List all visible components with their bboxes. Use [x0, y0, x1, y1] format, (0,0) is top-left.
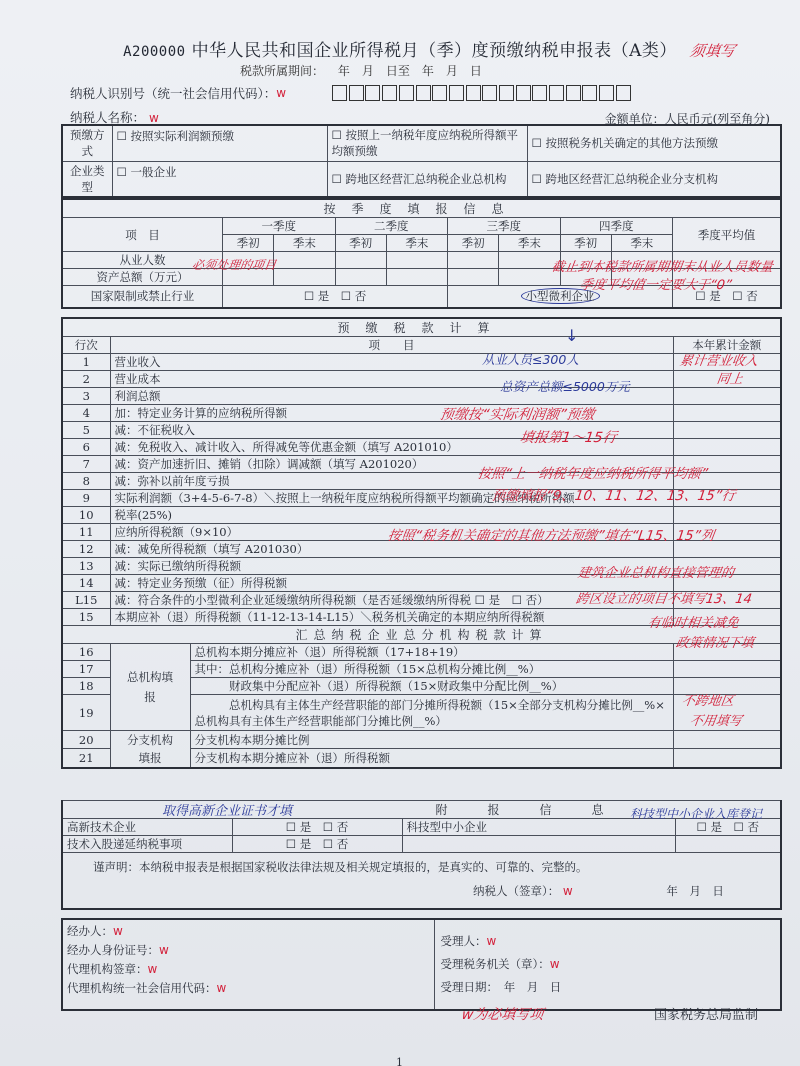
checkbox-restricted-no[interactable]: ☐ 否	[341, 289, 366, 303]
annotation-prev-year-1: 按照“上一纳税年度应纳税所得平均额”	[476, 466, 709, 482]
line-no: 8	[62, 473, 110, 490]
line-item: 税率(25%)	[110, 507, 673, 524]
checkbox-general-enterprise[interactable]: ☐ 一般企业	[117, 165, 177, 179]
annotation-actual-profit-2: 填报第1～15行	[518, 430, 618, 446]
taxpayer-name-label: 纳税人名称：	[70, 110, 146, 125]
row-employees: 从业人数	[62, 252, 223, 269]
branch-group-label: 分支机构填报	[110, 731, 190, 769]
sub-start: 季初	[448, 235, 499, 252]
line-no: 21	[62, 749, 110, 768]
annotation-small-criteria-2: 总资产总额≤5000万元	[500, 379, 630, 394]
line-item: 减：不征税收入	[110, 422, 673, 439]
handler-label: 经办人：	[67, 924, 113, 938]
section-title-consolidated: 汇总纳税企业总分机构税款计算	[62, 626, 781, 644]
period-label: 税款所属期间：	[240, 64, 325, 78]
line-item: 总机构具有主体生产经营职能的部门分摊所得税额（15×全部分支机构分摊比例__%×总机构具有主体生产经营职能部门分摊比例__%）	[190, 695, 673, 731]
line-no: 13	[62, 558, 110, 575]
line-item: 营业收入	[110, 354, 673, 371]
id-digit-box[interactable]	[516, 85, 531, 101]
line-no: 6	[62, 439, 110, 456]
table-row	[62, 371, 781, 388]
checkbox-branch[interactable]: ☐ 跨地区经营汇总纳税企业分支机构	[532, 172, 718, 186]
checkbox-equity-yes[interactable]: ☐ 是	[286, 837, 311, 851]
checkbox-hitech-no[interactable]: ☐ 否	[323, 820, 348, 834]
annotation-other-method: 按照“税务机关确定的其他方法预缴”填在“L15、15”列	[386, 528, 716, 544]
line-no: 4	[62, 405, 110, 422]
line-item: 营业成本	[110, 371, 673, 388]
table-row	[62, 439, 781, 456]
id-digit-box[interactable]	[532, 85, 547, 101]
taxpayer-id-label: 纳税人识别号（统一社会信用代码）：	[70, 86, 277, 101]
checkbox-actual-profit[interactable]: ☐ 按照实际利润额预缴	[117, 129, 234, 143]
line-no: L15	[62, 592, 110, 609]
hitech-label: 高新技术企业	[62, 819, 232, 836]
sub-start: 季初	[223, 235, 274, 252]
cell-input[interactable]	[499, 252, 560, 269]
table-row	[62, 731, 781, 749]
id-digit-box[interactable]	[449, 85, 464, 101]
line-item: 应纳所得税额（9×10）	[110, 524, 673, 541]
enterprise-type-label: 企业类型	[62, 161, 112, 197]
line-item: 利润总额	[110, 388, 673, 405]
annotation-cross-region-1: 不跨地区	[680, 694, 735, 709]
line-item: 财政集中分配应补（退）所得税额（15×财政集中分配比例__%）	[190, 678, 673, 695]
declaration-text: 谨声明：本纳税申报表是根据国家税收法律法规及相关规定填报的，是真实的、可靠的、完整的。	[93, 860, 588, 874]
line-item: 本期应补（退）所得税额（11-12-13-14-L15）＼税务机关确定的本期应纳所得税额	[110, 609, 673, 626]
line-item: 减：符合条件的小型微利企业延缓缴纳所得税额（是否延缓缴纳所得税 ☐ 是 ☐ 否）	[110, 592, 673, 609]
annotation-hitech: 取得高新企业证书才填	[162, 804, 293, 819]
sub-start: 季初	[335, 235, 386, 252]
sub-end: 季末	[499, 235, 560, 252]
small-enterprise-label: 小型微利企业	[521, 288, 600, 304]
amount-input[interactable]	[673, 439, 781, 456]
checkbox-prev-year-avg[interactable]: ☐ 按照上一纳税年度应纳税所得额平均额预缴	[332, 128, 518, 158]
required-mark[interactable]: w	[562, 884, 573, 898]
line-no: 12	[62, 541, 110, 558]
form-code: A200000	[123, 44, 186, 60]
tech-sme-label: 科技型中小企业	[402, 819, 675, 836]
checkbox-sme-no[interactable]: ☐ 否	[734, 820, 759, 834]
table-row	[62, 644, 781, 661]
handler-left	[62, 919, 434, 1010]
id-digit-box[interactable]	[416, 85, 431, 101]
tax-office-label: 受理税务机关（章）：	[440, 957, 550, 971]
sub-end: 季末	[386, 235, 447, 252]
id-digit-box[interactable]	[566, 85, 581, 101]
cell-input[interactable]	[448, 269, 499, 286]
line-item: 总机构本期分摊应补（退）所得税额（17+18+19）	[190, 644, 673, 661]
annotation-construction-2: 跨区设立的项目不填写13、14	[574, 592, 753, 607]
checkbox-other-method[interactable]: ☐ 按照税务机关确定的其他方法预缴	[532, 136, 718, 150]
annotation-employee-2: 季度平均值一定要大于“0”	[578, 278, 733, 293]
line-no: 2	[62, 371, 110, 388]
line-item: 减：实际已缴纳所得税额	[110, 558, 673, 575]
checkbox-restricted-yes[interactable]: ☐ 是	[304, 289, 329, 303]
handler-table	[61, 918, 782, 1011]
line-no: 7	[62, 456, 110, 473]
table-row	[62, 388, 781, 405]
required-mark: w	[276, 86, 287, 100]
line-no: 15	[62, 609, 110, 626]
q3-header: 三季度	[448, 218, 560, 235]
line-item: 其中：总机构分摊应补（退）所得税额（15×总机构分摊比例__%）	[190, 661, 673, 678]
receive-date-label: 受理日期： 年 月 日	[440, 980, 562, 994]
signature-label: 纳税人（签章）：	[473, 884, 560, 898]
line-no: 3	[62, 388, 110, 405]
sub-end: 季末	[611, 235, 672, 252]
amount-input[interactable]	[673, 731, 781, 749]
page-number: 1	[396, 1056, 403, 1066]
id-digit-box[interactable]	[499, 85, 514, 101]
empty-cell	[675, 836, 781, 853]
line-no: 17	[62, 661, 110, 678]
agency-code-label: 代理机构统一社会信用代码：	[67, 981, 217, 995]
cell-input[interactable]	[335, 252, 386, 269]
currency-unit: 金额单位：人民币元(列至角分)	[604, 112, 770, 126]
amount-input[interactable]	[673, 749, 781, 768]
cell-input[interactable]	[274, 252, 335, 269]
table-row	[62, 354, 781, 371]
handler-row[interactable]	[67, 922, 430, 941]
row-total-assets: 资产总额（万元）	[62, 269, 223, 286]
tax-period	[240, 62, 482, 79]
agency-seal-label: 代理机构签章：	[67, 962, 148, 976]
line-no: 9	[62, 490, 110, 507]
q2-header: 二季度	[335, 218, 447, 235]
line-item: 实际利润额（3+4-5-6-7-8）＼按照上一纳税年度应纳税所得额平均额确定的应纳税所得额	[110, 490, 673, 507]
line-item: 减：免税收入、减计收入、所得减免等优惠金额（填写 A201010）	[110, 439, 673, 456]
cell-input[interactable]	[386, 252, 447, 269]
annotation-small-criteria-1: 从业人员≤300人	[482, 352, 579, 367]
type-option-general[interactable]	[112, 161, 327, 197]
annotation-must-handle: 必须处理的项目	[191, 258, 278, 272]
receiver-row[interactable]	[441, 930, 775, 953]
amount-input[interactable]	[673, 405, 781, 422]
line-no: 16	[62, 644, 110, 661]
handler-id-label: 经办人身份证号：	[67, 943, 159, 957]
line-no: 18	[62, 678, 110, 695]
checkbox-hq[interactable]: ☐ 跨地区经营汇总纳税企业总机构	[332, 172, 507, 186]
annotation-tech-sme: 科技型中小企业入库登记	[630, 807, 763, 821]
annotation-deferral-1: 有临时相关减免	[646, 616, 740, 631]
line-item: 加：特定业务计算的应纳税所得额	[110, 405, 673, 422]
consolidated-rows	[62, 644, 781, 769]
receiver-right	[434, 919, 781, 1010]
q1-header: 一季度	[223, 218, 335, 235]
id-digit-box[interactable]	[599, 85, 614, 101]
annotation-deferral-2: 政策情况下填	[674, 636, 755, 651]
id-digit-box[interactable]	[466, 85, 481, 101]
id-digit-box[interactable]	[432, 85, 447, 101]
arrow-down-icon: ↓	[565, 326, 579, 345]
id-digit-box[interactable]	[399, 85, 414, 101]
table-row	[62, 405, 781, 422]
table-row	[62, 422, 781, 439]
receiver-label: 受理人：	[440, 934, 487, 948]
id-digit-box[interactable]	[332, 85, 347, 101]
line-item: 分支机构本期分摊比例	[190, 731, 673, 749]
line-no: 20	[62, 731, 110, 749]
line-no: 11	[62, 524, 110, 541]
tax-office-row[interactable]	[441, 953, 775, 976]
col-item: 项 目	[110, 337, 673, 354]
sub-start: 季初	[560, 235, 611, 252]
table-row	[62, 507, 781, 524]
col-amount: 本年累计金额	[673, 337, 781, 354]
prepay-method-label: 预缴方式	[62, 125, 112, 161]
handler-id-row[interactable]	[67, 941, 430, 960]
id-digit-box[interactable]	[382, 85, 397, 101]
id-digit-box[interactable]	[482, 85, 497, 101]
supervisor-label: 国家税务总局监制	[654, 1008, 759, 1023]
line-item: 减：减免所得税额（填写 A201030）	[110, 541, 673, 558]
signature-date[interactable]: 年 月 日	[666, 884, 724, 898]
hitech-options[interactable]	[232, 819, 402, 836]
id-digit-box[interactable]	[616, 85, 631, 101]
period-fields[interactable]: 年 月 日至 年 月 日	[337, 64, 482, 78]
checkbox-equity-no[interactable]: ☐ 否	[323, 837, 348, 851]
id-digit-box[interactable]	[349, 85, 364, 101]
annotation-prev-year-2: 预缴填报“9、10、11、12、13、15”行	[490, 488, 737, 504]
annotation-cum-revenue: 累计营业收入	[678, 354, 759, 369]
required-mark: w	[149, 111, 159, 125]
item-header: 项 目	[62, 218, 223, 252]
method-type-table	[61, 124, 782, 198]
taxpayer-id-row	[70, 84, 632, 102]
title-annotation: 须填写	[688, 42, 737, 60]
annotation-construction-1: 建筑企业总机构直接管理的	[576, 566, 735, 581]
q4-header: 四季度	[560, 218, 672, 235]
checkbox-hitech-yes[interactable]: ☐ 是	[286, 820, 311, 834]
line-no: 19	[62, 695, 110, 731]
section-title-calc: 预缴税款计算	[62, 318, 781, 337]
required-mark: w	[486, 934, 497, 948]
annotation-employee-1: 截止到本税款所属期期末从业人员数量	[550, 260, 774, 275]
required-mark: w	[113, 924, 123, 938]
id-digit-box[interactable]	[549, 85, 564, 101]
line-item: 减：弥补以前年度亏损	[110, 473, 673, 490]
id-digit-box[interactable]	[365, 85, 380, 101]
line-item: 分支机构本期分摊应补（退）所得税额	[190, 749, 673, 768]
empty-cell	[402, 836, 675, 853]
agency-code-row[interactable]	[67, 979, 430, 998]
taxpayer-id-input[interactable]	[332, 85, 632, 101]
section-title-addl: 附报信息	[62, 801, 781, 819]
line-item: 减：特定业务预缴（征）所得税额	[110, 575, 673, 592]
hq-group-label: 总机构填报	[110, 644, 190, 731]
form-title	[0, 36, 800, 61]
cell-input[interactable]	[386, 269, 447, 286]
checkbox-sme-yes[interactable]: ☐ 是	[697, 820, 722, 834]
amount-input[interactable]	[673, 422, 781, 439]
cell-input[interactable]	[274, 269, 335, 286]
line-no: 1	[62, 354, 110, 371]
checkbox-small-yes[interactable]: ☐ 是	[695, 289, 720, 303]
type-option-branch[interactable]	[527, 161, 781, 197]
annotation-legend: w为必填写项	[460, 1007, 545, 1023]
line-no: 5	[62, 422, 110, 439]
cell-input[interactable]	[335, 269, 386, 286]
required-mark: w	[549, 957, 560, 971]
prepay-option-prev-year[interactable]	[327, 125, 527, 161]
avg-header: 季度平均值	[673, 218, 782, 252]
prepay-option-other[interactable]	[527, 125, 781, 161]
cell-input[interactable]	[448, 252, 499, 269]
amount-input[interactable]	[673, 507, 781, 524]
id-digit-box[interactable]	[582, 85, 597, 101]
agency-seal-row[interactable]	[67, 960, 430, 979]
annotation-cross-region-2: 不用填写	[688, 714, 743, 729]
checkbox-small-no[interactable]: ☐ 否	[732, 289, 757, 303]
prepay-option-actual[interactable]	[112, 125, 327, 161]
amount-input[interactable]	[673, 388, 781, 405]
section-title-quarterly: 按季度填报信息	[62, 199, 781, 218]
restricted-industry-label: 国家限制或禁止行业	[62, 286, 223, 308]
line-no: 14	[62, 575, 110, 592]
annotation-same-above: 同上	[715, 372, 744, 387]
receive-date-row[interactable]	[441, 976, 775, 999]
required-mark: w	[216, 981, 227, 995]
tech-equity-label: 技术入股递延纳税事项	[62, 836, 232, 853]
amount-input[interactable]	[673, 661, 781, 678]
restricted-options[interactable]	[223, 286, 448, 308]
sub-end: 季末	[274, 235, 335, 252]
line-item: 减：资产加速折旧、摊销（扣除）调减额（填写 A201020）	[110, 456, 673, 473]
type-option-hq[interactable]	[327, 161, 527, 197]
annotation-actual-profit-1: 预缴按“实际利润额”预缴	[438, 407, 596, 423]
tech-equity-options[interactable]	[232, 836, 402, 853]
required-mark: w	[147, 962, 158, 976]
declaration	[62, 853, 781, 909]
required-mark: w	[159, 943, 169, 957]
col-line-no: 行次	[62, 337, 110, 354]
line-no: 10	[62, 507, 110, 524]
form-title-text: 中华人民共和国企业所得税月（季）度预缴纳税申报表（A类）	[191, 41, 677, 61]
